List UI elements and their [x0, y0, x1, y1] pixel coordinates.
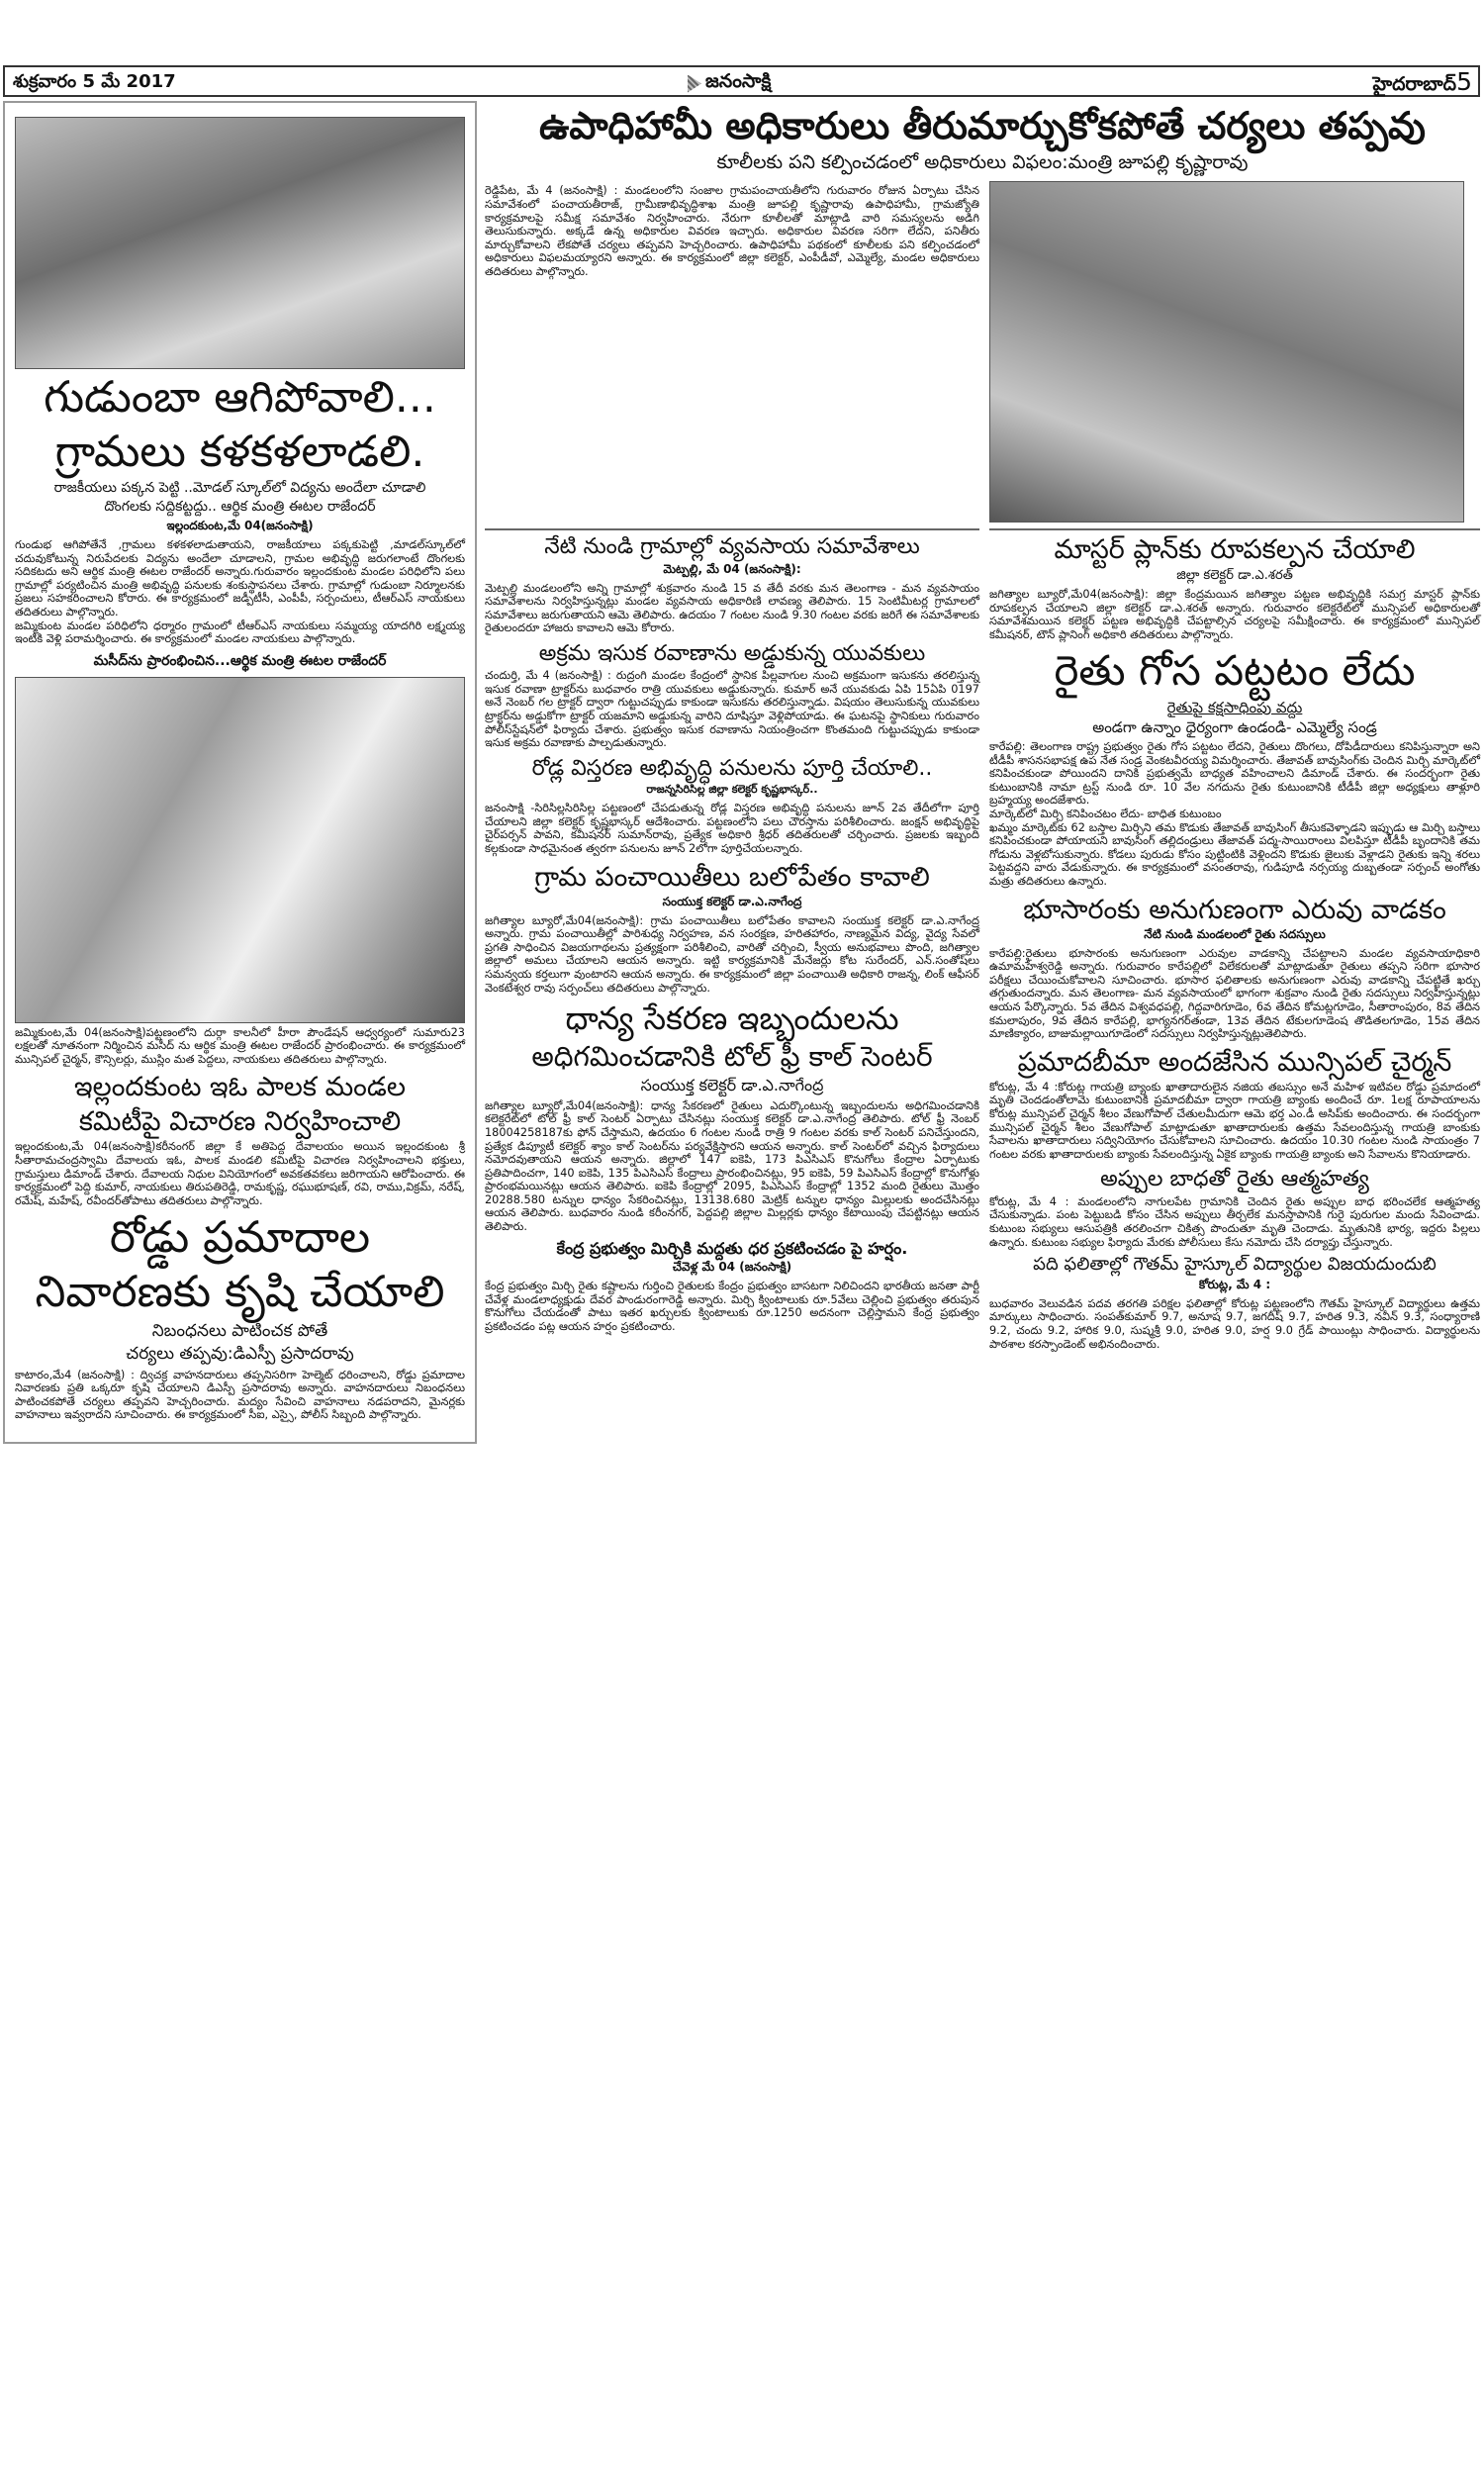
- dateline-ssc: కోరుట్ల, మే 4 :: [1198, 1277, 1271, 1291]
- lower-columns: [485, 523, 1480, 1357]
- body-paragraph: కారేపల్లి: తెలంగాణ రాష్ట్ర ప్రభుత్వం రైతు గోస పట్టటం లేదని, రైతులు దొంగలు, దోపిడీదారులు కనిపిస్తున్నారా అని టీడీపీ శాసనసభాపక్ష ఉప నేత సండ్ర వెంకటవీరయ్య విమర్శించారు. తేజావత్ బావుసింగ్‌కు చెందిన మిర్చి మార్కెట్‌లో కనిపించకుండా పోయిందని దానికి ప్రభుత్వమే బాధ్యత వహించాలని డిమాండ్ చేశారు. ఈ సందర్భంగా రైతు కుటుంబానికి నామా ట్రస్ట్ నుండి రూ. 10 వేల నగదును రైతు కుటుంబానికి టీడీపీ జిల్లా అధ్యక్షులు తాళ్లూరి బ్రహ్మయ్య అందజేశారు.: [989, 740, 1480, 808]
- page-grid: [3, 101, 1480, 1444]
- headline-agri-meetings: నేటి నుండి గ్రామాల్లో వ్యవసాయ సమావేశాలు: [544, 534, 920, 560]
- logo-mark-icon: [688, 75, 701, 93]
- article-body-farmer: [989, 740, 1480, 889]
- lead-article-body: రెడ్డిపేట, మే 4 (జనంసాక్షి) : మండలంలోని సంజాల గ్రామపంచాయతీలోని గురువారం రోజున ఏర్పాటు చేసిన సమావేశంలో పంచాయతీరాజ్, గ్రామీణాభివృద్ధిశాఖ మంత్రి జూపల్లి కృష్ణారావు ఉపాధిహామీ, గ్రామజ్యోతి కార్యక్రమాలపై సమీక్ష సమావేశం నిర్వహించారు. నేరుగా కూలీలతో మాట్లాడి వారి సమస్యలను అడిగి తెలుసుకున్నారు. అక్కడే ఉన్న అధికారుల వివరణ ఇచ్చారు. అధికారుల వివరణ సరిగా లేదని, పనితీరు మార్చుకోవాలని లేకపోతే చర్యలు తప్పవని హెచ్చరించారు. ఉపాధిహామీ పథకంలో కూలీలకు పని కల్పించడంలో అధికారులు విఫలమయ్యారని అన్నారు. ఈ కార్యక్రమంలో జిల్లా కలెక్టర్, ఎంపీడీవో, ఎమ్మెల్యే, మండల అధికారులు తదితరులు పాల్గొన్నారు.: [485, 184, 979, 278]
- article-body-sand: చందుర్తి, మే 4 (జనంసాక్షి) : రుద్రంగి మండల కేంద్రంలో స్థానిక పిల్లవాగుల నుంచి అక్రమంగా ఇసుకను తరలిస్తున్న ఇసుక రవాణా ట్రాక్టర్‌ను బుధవారం రాత్రి యువకులు అడ్డుకున్నారు. కుమార్ అనే యువకుడు ఏపి 15ఏపి 0197 అనే నెంబర్ గల ట్రాక్టర్ ద్వారా గుట్టుచప్పుడు కాకుండా ఇసుకను తరలిస్తున్నాడు. విషయం తెలుసుకున్న యువకులు ట్రాక్టర్‌ను అడ్డుకోగా ట్రాక్టర్ యజమాని అడ్డుకున్న వారిని దూషిస్తూ వెళ్లిపోయాడు. ఈ ఘటనపై స్థానికులు గురువారం పోలీస్‌స్టేషన్‌లో ఫిర్యాదు చేశారు. ప్రభుత్వం ఇసుక రవాణాను నియంత్రించగా కొంతమంది గుట్టుచప్పుడు కాకుండా ఇసుక అక్రమ రవాణాకు పాల్పడుతున్నారు.: [485, 669, 979, 750]
- lead-headline: ఉపాధిహామీ అధికారులు తీరుమార్చుకోకపోతే చర్యలు తప్పవు: [539, 104, 1426, 147]
- byline-gram-panchayat: సంయుక్త కలెక్టర్ డా.ఎ.నాగేంద్ర: [662, 894, 802, 908]
- news-photo-mosque-opening: [15, 677, 465, 1023]
- article-body-road: కాటారం,మే4 (జనంసాక్షి) : ద్విచక్ర వాహనదారులు తప్పనిసరిగా హెల్మెట్ ధరించాలని, రోడ్డు ప్రమాదాల నివారణకు ప్రతి ఒక్కరూ కృషి చేయాలని డిఎస్పీ ప్రసాదరావు అన్నారు. వాహనదారులు నిబంధనలు పాటించకపోతే చర్యలు తప్పవని హెచ్చరించారు. మద్యం సేవించి వాహనాలు నడపరాదని, మైనర్లకు వాహనాలు ఇవ్వరాదని సూచించారు. ఈ కార్యక్రమంలో సీఐ, ఎస్సై, పోలీస్ సిబ్బంది పాల్గొన్నారు.: [15, 1368, 465, 1422]
- headline-master-plan: మాస్టర్ ప్లాన్‌కు రూపకల్పన చేయాలి: [1054, 534, 1416, 566]
- subhead-gudumba-1: రాజకీయలు పక్కన పెట్టి ..మోడల్ స్కూల్‌లో విద్యను అందేలా చూడాలి: [53, 480, 426, 497]
- subhead-mosque: మసీద్‌ను ప్రారంభించిన...ఆర్థిక మంత్రి ఈటల రాజేందర్: [93, 652, 387, 669]
- page-number: 5: [1456, 67, 1472, 96]
- headline-illandakunta-2: కమిటీపై విచారణ నిర్వహించాలి: [78, 1106, 402, 1138]
- issue-date: శుక్రవారం 5 మే 2017: [13, 71, 176, 92]
- article-body-mosque: జమ్మికుంట,మే 04(జనంసాక్షి)పట్టణంలోని దుర్గా కాలనీలో హీరా పౌండేషన్ ఆధ్వర్యంలో సుమారు23 లక్షలతో నూతనంగా నిర్మించిన మసీద్ ను ఆర్థిక మంత్రి ఈటల రాజేందర్ ప్రారంభించారు. ఈ కార్యక్రమంలో మున్సిపల్ చైర్మన్, కౌన్సిలర్లు, ముస్లిం మత పెద్దలు, నాయకులు తదితరులు పాల్గొన్నారు.: [15, 1025, 465, 1066]
- byline-master-plan: జిల్లా కలెక్టర్ డా.ఎ.శరత్: [1176, 568, 1293, 584]
- news-photo-ceremony: [15, 117, 465, 369]
- subhead-farmer-2: అండగా ఉన్నాం ధైర్యంగా ఉండండి- ఎమ్మెల్యే సండ్ర: [1092, 717, 1377, 736]
- masthead: [3, 65, 1480, 97]
- article-body-toll-free: జగిత్యాల బ్యూరో,మే04(జనంసాక్షి): ధాన్య సేకరణలో రైతులు ఎదుర్కొంటున్న ఇబ్బందులను అధిగమించడానికి కలెక్టరేట్‌లో టోల్ ఫ్రీ కాల్ సెంటర్ ఏర్పాటు చేసినట్లు సంయుక్త కలెక్టర్ డా.ఎ.నాగేంద్ర తెలిపారు. టోల్ ఫ్రీ నెంబర్ 18004258187కు ఫోన్ చేస్తామని, ఉదయం 6 గంటల నుండి రాత్రి 9 గంటల వరకు కాల్ సెంటర్ పనిచేస్తుందని, ప్రత్యేక డిప్యూటీ కలెక్టర్ శ్యాం కాల్ సెంటర్‌ను పర్యవేక్షిస్తారని ఆయన అన్నారు. కాల్ సెంటర్‌లో వచ్చిన ఫిర్యాదులు నమోదవుతాయని ఆయన అన్నారు. జిల్లాలో 147 ఐకెపి, 173 పిఎసిఎస్ కొనుగోలు కేంద్రాల ఏర్పాటుకు ప్రతిపాదించగా, 140 ఐకెపి, 135 పిఎసిఎస్ కేంద్రాలు ప్రారంభించినట్లు, 95 ఐకెపి, 59 పిఎసిఎస్ కేంద్రాల్లో కొనుగోళ్లు ప్రారంభమయినట్లు ఆయన తెలిపారు. ఐకెపి కేంద్రాల్లో 2095, పిఎసిఎస్ కేంద్రాల్లో 1352 మంది రైతులు మొత్తం 20288.580 టన్నుల ధాన్యం సేకరించినట్లు, 13138.680 మెట్రిక్ టన్నుల ధాన్యం మిల్లులకు అందచేసినట్లు ఆయన తెలిపారు. బుధవారం నుండి కరీంనగర్, పెద్దపల్లి జిల్లాల మిల్లర్లకు ధాన్యం కేటాయింపు చేపట్టినట్లు ఆయన తెలిపారు.: [485, 1098, 979, 1234]
- article-body-farmer-suicide: కోరుట్ల, మే 4 : మండలంలోని నాగులపేట గ్రామానికి చెందిన రైతు అప్పుల బాధ భరించలేక ఆత్మహత్య చేసుకున్నాడు. పంట పెట్టుబడి కోసం చేసిన అప్పులు తీర్చలేక మనస్తాపానికి గురై పురుగుల మందు సేవించాడు. కుటుంబ సభ్యులు ఆసుపత్రికి తరలించగా చికిత్స పొందుతూ మృతి చెందాడు. మృతునికి భార్య, ఇద్దరు పిల్లలు ఉన్నారు. కుటుంబ సభ్యుల ఫిర్యాదు మేరకు పోలీసులు కేసు నమోదు చేసి దర్యాప్తు చేస్తున్నారు.: [989, 1194, 1480, 1249]
- body-paragraph: గుండుభ ఆగిపోతేనే ,గ్రామలు కళకళలాడుతాయని, రాజకీయాలు పక్కకుపెట్టి ,మాడల్‌స్కూల్‌లో చదువుకోటున్న నిరుపేదలకు విద్యను అందేలా చూడాలని, గ్రామల అభివృద్ధి జరుగలాంటే దొంగలకు సదికటదు అని ఆర్థిక మంత్రి ఈటల రాజేందర్ అన్నారు.గురువారం ఇల్లందకుంట మండల పరిధిలోని పలు గ్రామాల్లో పర్యటించిన మంత్రి అభివృద్ధి పనులకు శంకుస్థాపనలు చేశారు. గ్రామాల్లో గుడుంబా నిర్మూలనకు ప్రజలు సహకరించాలని కోరారు. ఈ కార్యక్రమంలో జడ్పీటీసీ, ఎంపీపీ, సర్పంచులు, టీఆర్‌ఎస్ నాయకులు తదితరులు పాల్గొన్నారు.: [15, 537, 465, 618]
- article-body-gram-panchayat: జగిత్యాల బ్యూరో,మే04(జనంసాక్షి): గ్రామ పంచాయితీలు బలోపేతం కావాలని సంయుక్త కలెక్టర్ డా.ఎ.నాగేంద్ర అన్నారు. గ్రామ పంచాయితీల్లో పారిశుధ్య నిర్వహణ, వన సంరక్షణ, హరితహారం, నాణ్యమైన విద్య, వైద్య సేవలో ప్రగతి సాధించిన విజయగాథలను ప్రత్యక్షంగా పరిశీలించి, వారితో చర్చించి, స్వీయ అనుభవాలు పొంది, జగిత్యాల జిల్లాలో అమలు చేయాలని ఆయన అన్నారు. ఇట్టి కార్యక్రమానికి మేనేజర్లు కోట సురేందర్, ఎన్.సంతోష్‌లు సమన్వయ కర్తలుగా వుంటారని ఆయన అన్నారు. ఈ కార్యక్రమంలో జిల్లా పంచాయితి అధికారి రాజన్న, లింక్ ఆఫీసర్ వెంకటేశ్వర రావు సర్పంచ్‌లు తదితరులు పాల్గొన్నారు.: [485, 913, 979, 995]
- article-body-gudumba: [15, 538, 465, 646]
- headline-sand-smuggling: అక్రమ ఇసుక రవాణాను అడ్డుకున్న యువకులు: [538, 641, 926, 666]
- subhead-fertilizer: నేటి నుండి మండలంలో రైతు సదస్సులు: [1144, 926, 1326, 941]
- headline-mirchi-support-price: కేంద్ర ప్రభుత్వం మిర్చికి మద్దతు ధర ప్రకటించడం పై హర్షం.: [556, 1238, 908, 1258]
- headline-ssc-results: పది ఫలితాల్లో గౌతమ్ హైస్కూల్ విద్యార్థుల విజయదుందుబి: [1033, 1254, 1437, 1276]
- body-paragraph: ఖమ్మం మార్కెట్‌కు 62 బస్తాల మిర్చిని తమ కొడుకు తేజావత్ బావుసింగ్ తీసుకవెళ్ళాడని ఇప్పుడు ఆ మిర్చి బస్తాలు కనిపించకుండా పోయాయని బావుసింగ్ తల్లిదండ్రులు తేజావత్ పద్మ-సాయిరాంలు విలపిస్తూ టీడీపీ బృందానికి తమ గోడును వెళ్లబోసుకున్నారు. కోడలు పురుడు కోసం పుట్టింటికి వెళ్లిందని కొడుకు జైలుకు వెళ్లాడని రైతుకు ఇన్ని శరలు పెట్టవద్దని వారు వేడుకున్నారు. ఈ కార్యక్రమంలో వసంతరావు, గుడిపూడి నర్సయ్య దుబ్బతండా సర్పంచ్ అంగోతు మత్రు తదితరులు ఉన్నారు.: [989, 820, 1480, 889]
- body-paragraph: జమ్మికుంట మండల పరిధిలోని ధర్మారం గ్రామంలో టీఆర్ఎస్ నాయకులు సమ్మయ్య యాదగిరి లక్ష్మయ్య ఇంటికి వెళ్లి పరామర్శించారు. ఈ కార్యక్రమంలో మండల నాయకులు పాల్గొన్నారు.: [15, 618, 465, 646]
- dateline-agri: మెట్పల్లి, మే 04 (జనంసాక్షి):: [663, 561, 801, 576]
- byline-road-widening: రాజన్నసిరిసిల్ల జిల్లా కలెక్టర్ కృష్ణభాస్కర్..: [646, 783, 818, 797]
- article-body-master-plan: జగిత్యాల బ్యూరో,మే04(జనంసాక్షి): జిల్లా కేంద్రమయిన జగిత్యాల పట్టణ అభివృద్ధికి సమగ్ర మాస్టర్ ప్లాన్‌కు రూపకల్పన చేయాలని జిల్లా కలెక్టర్ డా.ఎ.శరత్ అన్నారు. గురువారం కలెక్టరేట్‌లో మున్సిపల్ అధికారులతో సమావేశమయిన కలెక్టర్ పట్టణ అభివృద్ధికి చేపట్టాల్సిన చర్యలపై సమీక్షించారు. ఈ కార్యక్రమంలో మున్సిపల్ కమీషనర్, టౌన్ ప్లానింగ్ అధికారి తదితరులు పాల్గొన్నారు.: [989, 587, 1480, 641]
- main-area: [485, 101, 1480, 1444]
- lead-subhead: కూలీలకు పని కల్పించడంలో అధికారులు విఫలం:మంత్రి జూపల్లి కృష్ణారావు: [716, 150, 1249, 173]
- headline-road-accidents-1: రోడ్డు ప్రమాదాల: [109, 1212, 371, 1264]
- article-body-illandakunta: ఇల్లందకుంట,మే 04(జనంసాక్షి)కరీనంగర్ జిల్లా కే అతిపెద్ద దేవాలయం అయిన ఇల్లందకుంట శ్రీ సీతారామచంద్రస్వామి దేవాలయ ఇఓ, పాలక మండలి కమిటీపై విచారణ నిర్వహించాలని భక్తులు, గ్రామస్తులు డిమాండ్ చేశారు. దేవాలయ నిధుల వినియోగంలో అవకతవకలు జరిగాయని ఆరోపించారు. ఈ కార్యక్రమంలో పెద్ది కుమార్, నాయకులు తిరుపతిరెడ్డి, రామకృష్ణ, రఘుభూషణ్, రవి, రాము,విక్రమ్, నరేష్, రమేష్, మహేష్, రవీందర్‌తోపాటు తదితరులు పాల్గొన్నారు.: [15, 1140, 465, 1207]
- headline-farmer-suicide: అప్పుల బాధతో రైతు ఆత్మహత్య: [1100, 1167, 1369, 1192]
- article-body-accident-insurance: కోరుట్ల, మే 4 :కోరుట్ల గాయత్రి బ్యాంకు ఖాతాదారులైన నజియ తబస్సుం అనే మహిళ ఇటివల రోడ్డు ప్రమాదంలో మృతి చెందడంతోలామె కుటుంబానికి ప్రమాదబీమా ద్వారా గాయత్రి బ్యాంకు అందించే రూ. 1లక్ష రూపాయాలను కోరుట్ల మున్సిపల్ చైర్మన్ శీలం వేణుగోపాల్ చేతులమీదుగా ఆమె భర్త ఎం.డీ అసిప్‌కు అందించారు. ఈ సందర్బంగా మున్సిపల్ చైర్మన్ శీలం వేణుగోపాల్ మాట్లాడుతూ ఖాతాదారులకు ఉత్తమ సేవలందిస్తున్న గాయత్రి బాంకుకు సేవాలను ఖాతాదారులు సద్వినియోగం చేసుకోవాలని సూచించారు. ఉదయం 10.30 గంటల నుండి సాయంత్రం 7 గంటల వరకు ఖాతాదారులకు బ్యాంకు సేవలందిస్తున్న ఏకైక బ్యాంకు గాయత్రి బ్యాంకు అని సేవాలను కొనియాడారు.: [989, 1080, 1480, 1161]
- city-name: హైదరాబాద్: [1372, 73, 1457, 95]
- subhead-farmer-1: రైతుపై కక్షసాధింపు వద్దు: [1166, 698, 1303, 716]
- middle-column: [485, 523, 979, 1357]
- headline-farmer-plight: రైతు గోస పట్టటం లేదు: [1054, 646, 1416, 696]
- headline-illandakunta-1: ఇల్లందకుంట ఇఓ పాలక మండల: [73, 1072, 406, 1103]
- lead-story-row: [485, 181, 1480, 523]
- headline-gram-panchayat: గ్రామ పంచాయితీలు బలోపేతం కావాలి: [534, 861, 930, 893]
- article-body-mirchi: కేంద్ర ప్రభుత్వం మిర్చి రైతు కష్టాలను గుర్తించి రైతులకు కేంద్రం ప్రభుత్వం బాసటగా నిలిచిందని భారతీయ జనతా పార్టీ చేవేళ్ల మండలాధ్యక్షుడు దేవర పాండురంగారెడ్డి అన్నారు. మిర్చి క్వింటాలుకు రూ.5వేలు చెల్లించి ప్రభుత్వం తరుపున కొనుగోలు చేయడంతో పాటు ఇతర ఖర్చులకు క్వింటాలుకు రూ.1250 అదనంగా చెల్లిస్తామని కేంద్ర ప్రభుత్వం ప్రకటించడం పట్ల ఆయన హర్షం ప్రకటించారు.: [485, 1280, 979, 1333]
- headline-accident-insurance: ప్రమాదబీమా అందజేసిన మున్సిపల్ చైర్మన్: [1017, 1046, 1452, 1078]
- divider: [485, 528, 979, 530]
- right-column: [989, 523, 1480, 1357]
- paper-name: జనంసాక్షి: [705, 70, 772, 92]
- edition-city: [1372, 67, 1472, 100]
- article-body-road-widening: జనంసాక్షి -సిరిసిల్లసిరిసిల్ల పట్టణంలో చేపడుతున్న రోడ్ల విస్తరణ అభివృద్ధి పనులను జూన్ 2వ తేదీలోగా పూర్తి చేయాలని జిల్లా కలెక్టర్ కృష్ణభాస్కర్ ఆదేశించారు. పట్టణంలోని పలు చౌరస్తాను పరిశీలించారు. జంక్షన్ అభివృద్ధిపై చైర్‌పర్సన్ పావని, కమీషనర్ సుమాన్‌రావు, ప్రత్యేక అధికారి శ్రీధర్ తదితరులతో చర్చించారు. ప్రజలకు ఇబ్బంది కల్గకుండా సాధమైనంత త్వరగా పనులను జూన్ 2లోగా పూర్తిచేయలన్నారు.: [485, 802, 979, 855]
- headline-gudumba-2: గ్రామలు కళకళలాడలి.: [54, 426, 425, 477]
- headline-gudumba-1: గుడుంబా ఆగిపోవాలి...: [44, 372, 436, 423]
- headline-road-accidents-2: నివారణకు కృషి చేయాలి: [35, 1267, 445, 1318]
- subhead-gudumba-2: దొంగలకు సద్దికట్టద్దు.. ఆర్థిక మంత్రి ఈటల రాజేందర్: [104, 499, 376, 516]
- headline-road-widening: రోడ్ల విస్తరణ అభివృద్ధి పనులను పూర్తి చేయాలి..: [531, 755, 933, 781]
- subhead-road-2: చర్యలు తప్పవు:డిఎస్పీ ప్రసాదరావు: [126, 1343, 354, 1364]
- left-column-box: [3, 101, 477, 1444]
- byline-toll-free: సంయుక్త కలెక్టర్ డా.ఎ.నాగేంద్ర: [640, 1076, 824, 1095]
- subhead-road-1: నిబంధనలు పాటించక పోతే: [151, 1320, 328, 1341]
- headline-toll-free-2: అధిగమించడానికి టోల్ ఫ్రీ కాల్ సెంటర్: [531, 1039, 933, 1073]
- dateline-mirchi: చేవెళ్ల మే 04 (జనంసాక్షి): [672, 1260, 792, 1275]
- paper-logo: [688, 70, 771, 97]
- news-photo-meeting: [989, 181, 1464, 523]
- divider: [989, 528, 1480, 530]
- article-body-agri: మెట్పల్లి మండలంలోని అన్ని గ్రామాల్లో శుక్రవారం నుండి 15 వ తేదీ వరకు మన తెలంగాణ - మన వ్యవసాయం సమావేశాలను నిర్వహిస్తున్నట్లు మండల వ్యవసాయ అధికారిణి లావణ్య తెలిపారు. 15 సెంటిమీటర్ల గ్రామాలలో సమావేశాలు జరుగుతాయని ఆమె తెలిపారు. ఉదయం 7 గంటల నుండి 9.30 గంటల వరకు జరిగే ఈ సమావేశాలకు రైతులందరూ హాజరు కావాలని ఆమె కోరారు.: [485, 581, 979, 635]
- dateline-gudumba: ఇల్లందకుంట,మే 04(జనంసాక్షి): [166, 518, 314, 532]
- article-body-fertilizer: కారేపల్లి:రైతులు భూసారంకు అనుగుణంగా ఎరువుల వాడకాన్ని చేపట్టాలని మండల వ్యవసాయాధికారి ఉమామహేశ్వరెడ్డి అన్నారు. గురువారం కారేపల్లిలో విలేకరులతో మాట్లాడుతూ రైతులు తప్పని సరిగా భూసార పరీక్షలు చేయించుకోవాలని సూచించారు. భూసార ఫలితాలకు అనుగుణంగా ఎరువు వాడకాన్ని చేపట్టితే ఖర్చు తగ్గుతుందన్నారు. మన తెలంగాణ- మన వ్యవసాయంలో భాగంగా శుక్రవాం నుండి రైతు సదస్సులు నిర్వహిస్తున్నట్లు ఆయన పేర్కొన్నారు. 5వ తేదిన విశ్వవధపల్లి, గిద్దవారిగూడెం, 6వ తేదిన కోమట్లగూడెం, సీతారాంపురం, 8వ తేదిన కమలాపురం, 9వ తేదిన కారేపల్లి, భాగ్యనగర్‌తండా, 13వ తేదిన టేకులగూడెంష తొడితలగూడెం, 15వ తేదిన మాణిక్యారం, బాజుమల్లాయిగూడెంలో సదస్సులు నిర్వహిస్తున్నట్లుతెలిపారు.: [989, 946, 1480, 1041]
- inline-subhead: మార్కెట్‌లో మిర్చి కనిపించటం లేదు- బాధిత కుటుంబం: [989, 808, 1222, 821]
- headline-fertilizer: భూసారంకు అనుగుణంగా ఎరువు వాడకం: [1023, 894, 1446, 925]
- article-body-ssc: బుధవారం వెలువడిన పదవ తరగతి పరిక్షల ఫలితాల్లో కోరుట్ల పట్టణంలోని గౌతమ్ హైస్కూల్ విద్యార్థులు ఉత్తమ మార్కులు సాధించారు. సంపత్‌కుమార్ 9.7, అనూష 9.7, జగదీష్ 9.7, హరిత 9.3, నవీన్ 9.3, సంధ్యారాణి 9.2, చందు 9.2, హారిక 9.0, సుష్మశ్రీ 9.0, హరిత 9.0, హర్ష 9.0 గ్రేడ్ పాయింట్లు సాధించారు. విద్యార్థులను పాఠశాల కరస్పాండెంట్ అభినందించారు.: [989, 1296, 1480, 1351]
- headline-toll-free-1: ధాన్య సేకరణ ఇబ్బందులను: [565, 999, 899, 1038]
